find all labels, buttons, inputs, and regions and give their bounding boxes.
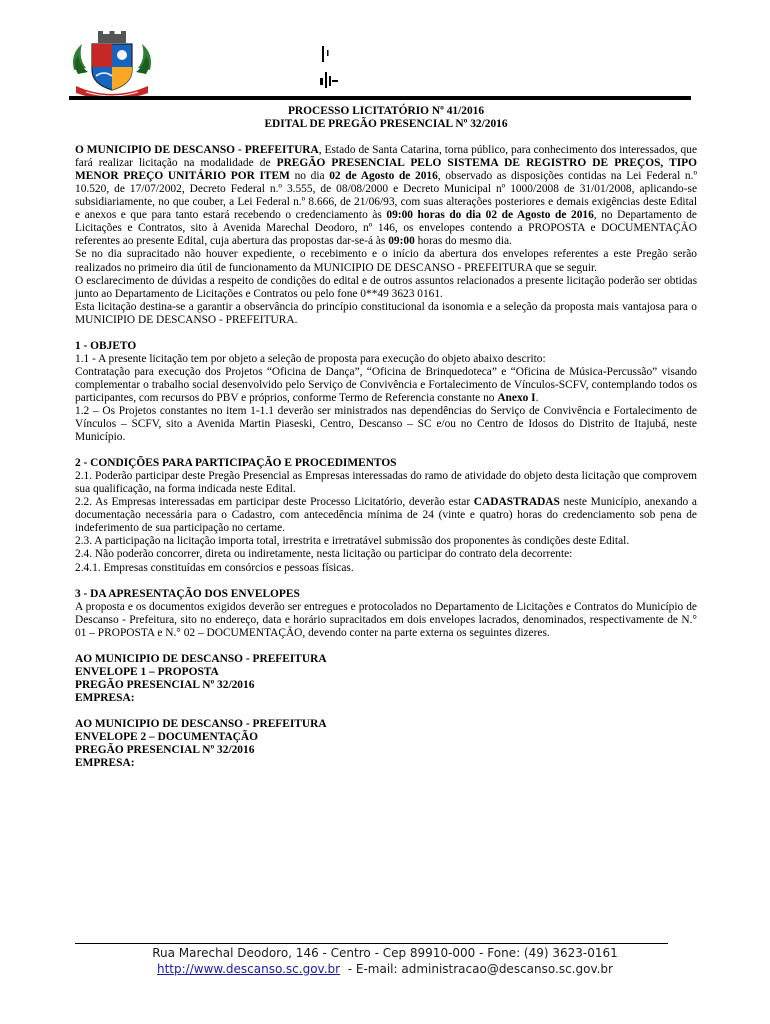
edital-title: EDITAL DE PREGÃO PRESENCIAL Nº 32/2016 [264, 118, 508, 131]
process-title: PROCESSO LICITATÓRIO Nº 41/2016 [287, 105, 485, 117]
footer-address: Rua Marechal Deodoro, 146 - Centro - Cep 89910-000 - Fone: (49) 3623-0161 [152, 946, 618, 960]
envelope-1-process: PREGÃO PRESENCIAL Nº 32/2016 [75, 678, 255, 691]
envelope-2-process: PREGÃO PRESENCIAL Nº 32/2016 [75, 744, 255, 757]
envelope-2-type: ENVELOPE 2 – DOCUMENTAÇÃO [75, 730, 258, 743]
header-divider [69, 96, 691, 100]
section-2-4: 2.4. Não poderão concorrer, direta ou indiretamente, nesta licitação ou participar do contrato dela decorrente: [75, 548, 573, 561]
section-2-3: 2.3. A participação na licitação importa total, irrestrita e irretratável submissão dos proponentes às condições deste Edital. [75, 535, 630, 548]
section-2-1: 2.1. Poderão participar deste Pregão Presencial as Empresas interessadas do ramo de atividade do objeto desta licitação que comprovem sua qualificação, na forma indicada neste Edital. [75, 470, 697, 496]
intro-paragraph-3: O esclarecimento de dúvidas a respeito de condições do edital e de outros assuntos relacionados a presente licitação poderão ser obtidas junto ao Departamento de Licitações e Contratos ou pelo fone 0**49 3623 0161. [75, 274, 697, 300]
section-3-heading: 3 - DA APRESENTAÇÃO DOS ENVELOPES [75, 587, 300, 600]
intro-paragraph-4: Esta licitação destina-se a garantir a observância do princípio constitucional da isonomia e a seleção da proposta mais vantajosa para o MUNICIPIO DE DESCANSO - PREFEITURA. [75, 300, 697, 326]
envelope-2-recipient: AO MUNICIPIO DE DESCANSO - PREFEITURA [75, 717, 327, 730]
envelope-2-company: EMPRESA: [75, 757, 135, 770]
envelope-1-company: EMPRESA: [75, 691, 135, 704]
intro-paragraph: O MUNICIPIO DE DESCANSO - PREFEITURA, Estado de Santa Catarina, torna público, para conhecimento dos interessados, que fará realizar licitação na modalidade de PREGÃO PRESENCIAL PELO SISTEMA DE REGISTRO DE PREÇOS, TIPO MENOR PREÇO UNITÁRIO POR ITEM no dia 02 de Agosto de 2016, observado as disposições contidas na Lei Federal n.º 10.520, de 17/07/2002, Decreto Federal n.º 3.555, de 08/08/2000 e Decreto Municipal nº 1000/2008 de 31/01/2008, aplicando-se subsidiariamente, no que couber, a Lei Federal n.º 8.666, de 21/06/93, com suas alterações posteriores e demais exigências deste Edital e anexos e que para tanto estará recebendo o credenciamento às 09:00 horas do dia 02 de Agosto de 2016, no Departamento de Licitações e Contratos, sito à Avenida Marechal Deodoro, nº 146, os envelopes contendo a PROPOSTA e DOCUMENTAÇÃO referentes ao presente Edital, cuja abertura das propostas dar-se-á às 09:00 horas do mesmo dia. [75, 144, 698, 248]
section-2-4-1: 2.4.1. Empresas constituídas em consórcios e pessoas físicas. [75, 561, 354, 574]
header-scan-marks [316, 44, 346, 92]
website-link[interactable]: http://www.descanso.sc.gov.br [157, 961, 341, 976]
footer-contact-line [75, 962, 695, 978]
footer-email: - E-mail: administracao@descanso.sc.gov.br [340, 961, 613, 976]
section-1-object: Contratação para execução dos Projetos “Oficina de Dança”, “Oficina de Brinquedoteca” e “Oficina de Música-Percussão” visando complementar o trabalho social desenvolvido pelo Serviço de Convivência e Fortalecimento de Vínculos-SCFV, contemplando todos os participantes, com recursos do PBV e próprios, conforme Termo de Referencia constante no Anexo I. [75, 365, 697, 404]
municipal-crest-logo [68, 30, 156, 100]
footer-divider [75, 943, 668, 944]
section-1-1: 1.1 - A presente licitação tem por objeto a seleção de proposta para execução do objeto abaixo descrito: [75, 352, 546, 365]
envelope-1-recipient: AO MUNICIPIO DE DESCANSO - PREFEITURA [75, 652, 327, 665]
section-1-heading: 1 - OBJETO [75, 339, 137, 352]
envelope-2-label [75, 718, 697, 770]
section-1-2: 1.2 – Os Projetos constantes no item 1-1.1 deverão ser ministrados nas dependências do Serviço de Convivência e Fortalecimento de Vínculos – SCFV, sito a Avenida Martin Piaseski, Centro, Descanso – SC e/ou no Centro de Idosos do Distrito de Itajubá, neste Município. [75, 404, 697, 444]
intro-paragraph-2: Se no dia supracitado não houver expediente, o recebimento e o início da abertura dos envelopes referentes a este Pregão serão realizados no primeiro dia útil de funcionamento da MUNICIPIO DE DESCANSO - PREFEITURA que se seguir. [75, 248, 697, 274]
section-2-heading: 2 - CONDIÇÕES PARA PARTICIPAÇÃO E PROCEDIMENTOS [75, 457, 397, 470]
envelope-1-type: ENVELOPE 1 – PROPOSTA [75, 665, 219, 678]
section-2-2: 2.2. As Empresas interessadas em participar deste Processo Licitatório, deverão estar CADASTRADAS neste Município, anexando a documentação necessária para o Cadastro, com antecedência mínima de 24 (vinte e quatro) horas do credenciamento sob pena de indeferimento de sua participação no certame. [75, 496, 697, 535]
page-footer [75, 946, 695, 977]
section-3-paragraph: A proposta e os documentos exigidos deverão ser entregues e protocolados no Departamento de Licitações e Contratos do Município de Descanso - Prefeitura, sito no endereço, data e horário supracitados em dois envelopes lacrados, denominados, respectivamente de N.° 01 – PROPOSTA e N.° 02 – DOCUMENTAÇÃO, devendo conter na parte externa os seguintes dizeres. [75, 600, 697, 639]
envelope-1-label [75, 653, 697, 705]
edital-body [75, 105, 697, 770]
